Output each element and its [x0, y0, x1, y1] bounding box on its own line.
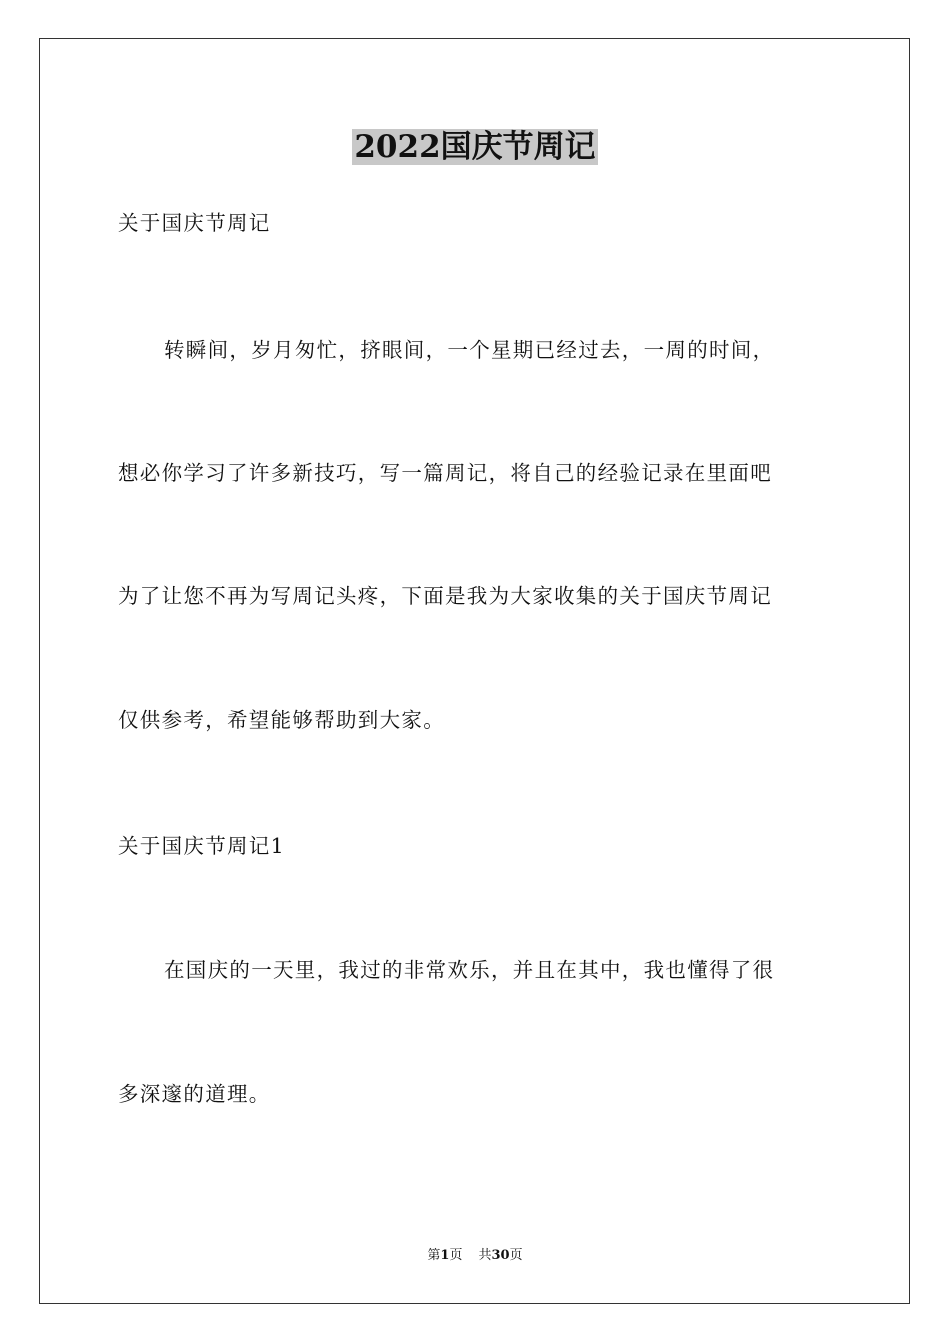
page-suffix: 页: [449, 1248, 463, 1263]
intro-line-2: 想必你学习了许多新技巧，写一篇周记，将自己的经验记录在里面吧: [118, 461, 772, 485]
section-line-2: 多深邃的道理。: [118, 1082, 271, 1106]
total-suffix: 页: [509, 1248, 523, 1263]
intro-line-1: 转瞬间，岁月匆忙，挤眼间，一个星期已经过去，一周的时间，: [164, 338, 775, 362]
page-footer: [0, 1246, 950, 1266]
page-prefix: 第: [427, 1248, 441, 1263]
document-subtitle: 关于国庆节周记: [118, 211, 271, 235]
section-heading: 关于国庆节周记1: [118, 834, 285, 858]
document-title-text: 2022国庆节周记: [354, 129, 596, 165]
intro-line-3: 为了让您不再为写周记头疼，下面是我为大家收集的关于国庆节周记: [118, 584, 772, 608]
total-pages: 30: [491, 1248, 510, 1263]
intro-line-4: 仅供参考，希望能够帮助到大家。: [118, 708, 445, 732]
section-line-1: 在国庆的一天里，我过的非常欢乐，并且在其中，我也懂得了很: [164, 958, 775, 982]
document-title: [0, 125, 950, 169]
total-prefix: 共: [478, 1248, 492, 1263]
page-number: 1: [440, 1248, 450, 1263]
